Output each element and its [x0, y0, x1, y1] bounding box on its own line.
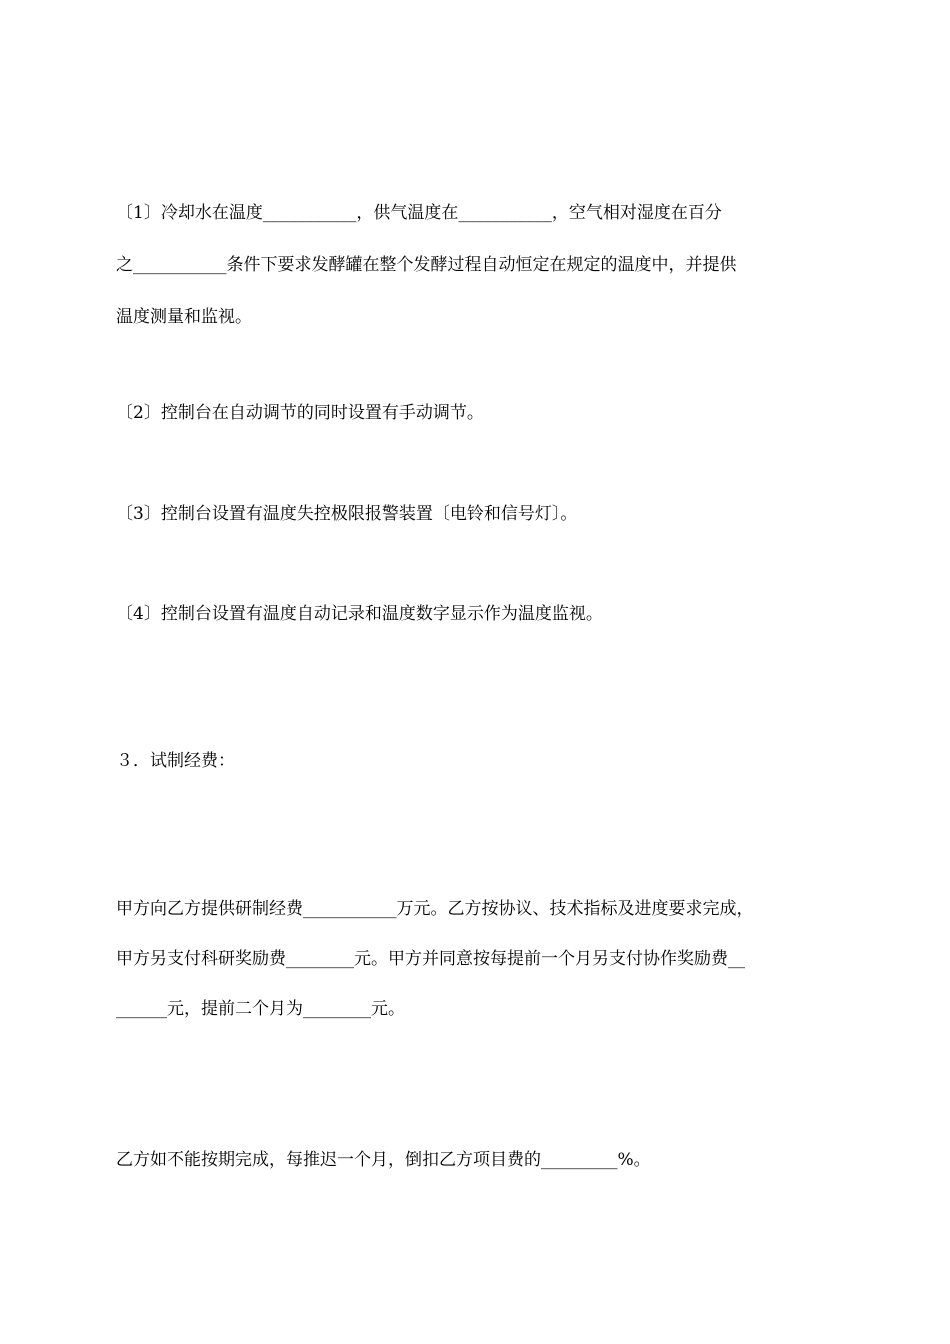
funding-line-3: ______元，提前二个月为________元。 — [116, 999, 405, 1019]
item-4-paragraph — [116, 597, 846, 631]
item-1-line-3: 温度测量和监视。 — [116, 307, 252, 327]
funding-line-1: 甲方向乙方提供研制经费___________万元。乙方按协议、技术指标及进度要求完成， — [116, 899, 754, 919]
item-4-text: 〔4〕控制台设置有温度自动记录和温度数字显示作为温度监视。 — [116, 604, 603, 624]
item-1-line-1: 〔1〕冷却水在温度___________，供气温度在___________，空气相对湿度在百分 — [116, 203, 722, 223]
penalty-text: 乙方如不能按期完成，每推迟一个月，倒扣乙方项目费的_________%。 — [116, 1150, 651, 1170]
section-3-heading-text: ３．试制经费： — [116, 751, 235, 771]
item-2-text: 〔2〕控制台在自动调节的同时设置有手动调节。 — [116, 403, 484, 423]
funding-line-2: 甲方另支付科研奖励费________元。甲方并同意按每提前一个月另支付协作奖励费__ — [116, 949, 745, 969]
item-3-text: 〔3〕控制台设置有温度失控极限报警装置〔电铃和信号灯〕。 — [116, 504, 578, 524]
funding-paragraph — [116, 892, 846, 1042]
item-2-paragraph — [116, 396, 846, 430]
item-1-line-2: 之___________条件下要求发酵罐在整个发酵过程自动恒定在规定的温度中，并提供 — [116, 255, 737, 275]
penalty-paragraph — [116, 1143, 846, 1177]
item-3-paragraph — [116, 497, 846, 531]
item-1-paragraph — [116, 196, 846, 334]
section-3-heading — [116, 744, 846, 778]
